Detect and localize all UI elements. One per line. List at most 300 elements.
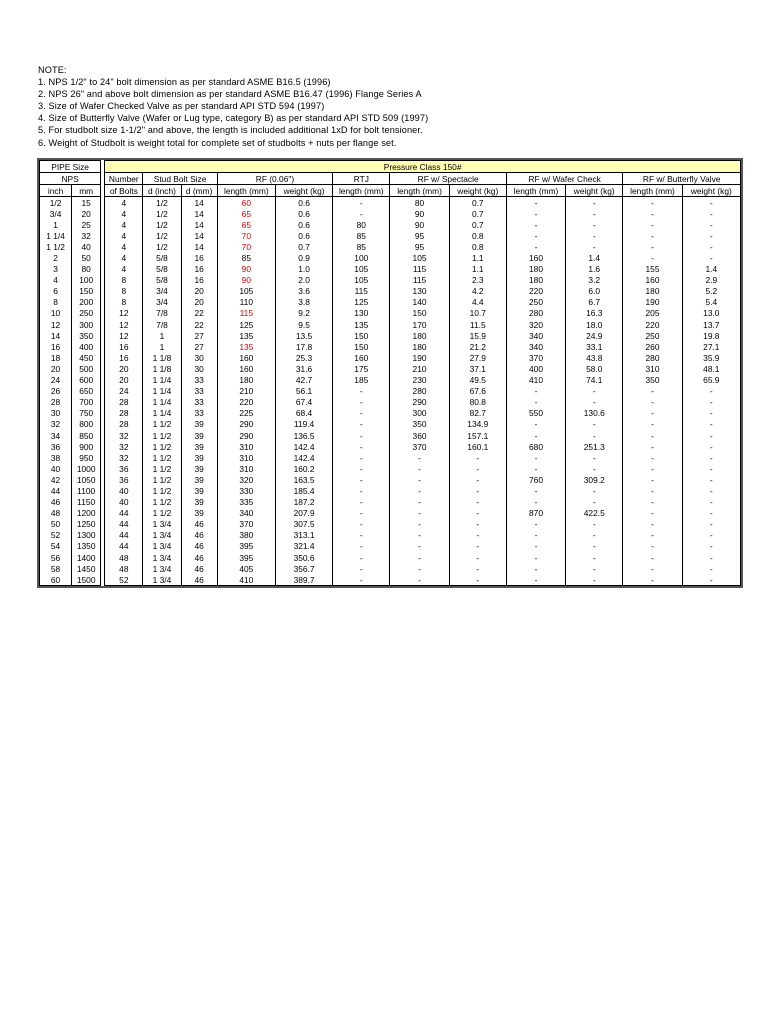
rf-weight-cell: 142.4: [275, 441, 332, 452]
rf-weight-cell: 321.4: [275, 541, 332, 552]
number-of-bolts-cell: 32: [105, 452, 143, 463]
butterfly-weight-cell: 13.0: [682, 308, 740, 319]
wafer-weight-cell: -: [566, 208, 623, 219]
bolt-d-inch-cell: 1 3/4: [143, 530, 181, 541]
nps-inch-cell: 26: [40, 386, 72, 397]
rf-length-cell: 65: [217, 219, 275, 230]
butterfly-weight-cell: 13.7: [682, 319, 740, 330]
butterfly-length-cell: -: [623, 430, 682, 441]
nps-mm-cell: 450: [72, 352, 101, 363]
spectacle-length-cell: 90: [390, 219, 449, 230]
number-of-bolts-cell: 4: [105, 252, 143, 263]
spectacle-length-cell: 80: [390, 197, 449, 209]
butterfly-length-cell: -: [623, 441, 682, 452]
nps-mm-cell: 950: [72, 452, 101, 463]
bolt-d-inch-cell: 1 1/2: [143, 463, 181, 474]
wafer-weight-cell: 309.2: [566, 474, 623, 485]
bolt-d-mm-cell: 14: [181, 197, 217, 209]
nps-mm-cell: 1400: [72, 552, 101, 563]
rf-length-cell: 410: [217, 574, 275, 586]
number-of-bolts-cell: 4: [105, 241, 143, 252]
rtj-length-cell: -: [333, 430, 390, 441]
wafer-weight-cell: -: [566, 197, 623, 209]
table-row: [40, 352, 741, 363]
rtj-length-cell: -: [333, 397, 390, 408]
rtj-length-cell: -: [333, 386, 390, 397]
stud-bolt-table-container: [37, 158, 743, 593]
butterfly-weight-cell: 27.1: [682, 341, 740, 352]
table-row: [40, 552, 741, 563]
rf-weight-cell: 163.5: [275, 474, 332, 485]
spectacle-length-cell: -: [390, 563, 449, 574]
bolt-d-inch-cell: 5/8: [143, 275, 181, 286]
table-row: [40, 430, 741, 441]
spectacle-length-cell: 300: [390, 408, 449, 419]
spectacle-length-cell: -: [390, 463, 449, 474]
note-1: 1. NPS 1/2" to 24" bolt dimension as per standard ASME B16.5 (1996): [38, 77, 331, 88]
spectacle-length-cell: -: [390, 474, 449, 485]
spectacle-length-cell: 95: [390, 241, 449, 252]
number-of-bolts-cell: 20: [105, 375, 143, 386]
bolt-d-inch-cell: 1 1/4: [143, 375, 181, 386]
spectacle-length-cell: 105: [390, 252, 449, 263]
bolt-d-mm-cell: 33: [181, 397, 217, 408]
butterfly-weight-cell: -: [682, 485, 740, 496]
bolt-d-inch-cell: 1 1/2: [143, 508, 181, 519]
rf-length-cell: 370: [217, 519, 275, 530]
butterfly-weight-cell: 2.9: [682, 275, 740, 286]
number-of-bolts-cell: 4: [105, 208, 143, 219]
wafer-length-cell: -: [506, 430, 565, 441]
number-of-bolts-cell: 28: [105, 419, 143, 430]
bolt-d-mm-cell: 33: [181, 386, 217, 397]
number-of-bolts-cell: 32: [105, 430, 143, 441]
nps-inch-cell: 4: [40, 275, 72, 286]
rtj-length-cell: -: [333, 563, 390, 574]
bolt-d-mm-cell: 20: [181, 297, 217, 308]
butterfly-weight-cell: -: [682, 252, 740, 263]
table-row: [40, 541, 741, 552]
bolt-d-inch-cell: 1 1/2: [143, 452, 181, 463]
wafer-weight-cell: 58.0: [566, 363, 623, 374]
rtj-length-cell: 150: [333, 330, 390, 341]
butterfly-length-cell: 160: [623, 275, 682, 286]
rf-length-cell: 290: [217, 419, 275, 430]
nps-mm-cell: 750: [72, 408, 101, 419]
butterfly-weight-cell: 5.4: [682, 297, 740, 308]
spectacle-length-header: length (mm): [390, 185, 449, 197]
number-of-bolts-cell: 36: [105, 474, 143, 485]
rf-spectacle-header: RF w/ Spectacle: [390, 173, 506, 185]
bolt-d-inch-cell: 1/2: [143, 219, 181, 230]
wafer-weight-cell: 33.1: [566, 341, 623, 352]
bolt-d-mm-cell: 39: [181, 508, 217, 519]
table-row: [40, 208, 741, 219]
bolt-d-mm-cell: 30: [181, 352, 217, 363]
wafer-weight-cell: -: [566, 241, 623, 252]
butterfly-weight-cell: -: [682, 508, 740, 519]
bolt-d-inch-cell: 1 1/4: [143, 386, 181, 397]
wafer-length-cell: -: [506, 541, 565, 552]
spectacle-weight-cell: -: [449, 552, 506, 563]
spectacle-weight-cell: -: [449, 463, 506, 474]
butterfly-weight-cell: -: [682, 430, 740, 441]
butterfly-length-cell: -: [623, 485, 682, 496]
wafer-weight-cell: 422.5: [566, 508, 623, 519]
stud-bolt-size-header: Stud Bolt Size: [143, 173, 217, 185]
nps-mm-cell: 250: [72, 308, 101, 319]
rf-length-cell: 395: [217, 541, 275, 552]
spectacle-weight-cell: 1.1: [449, 252, 506, 263]
rf-weight-header: weight (kg): [275, 185, 332, 197]
number-header: Number: [105, 173, 143, 185]
butterfly-length-cell: 220: [623, 319, 682, 330]
wafer-weight-cell: 6.7: [566, 297, 623, 308]
wafer-weight-cell: 1.4: [566, 252, 623, 263]
rf-length-cell: 90: [217, 275, 275, 286]
bolt-d-inch-cell: 1/2: [143, 208, 181, 219]
wafer-weight-cell: 74.1: [566, 375, 623, 386]
bolt-d-mm-cell: 14: [181, 241, 217, 252]
wafer-weight-cell: -: [566, 541, 623, 552]
nps-mm-cell: 1250: [72, 519, 101, 530]
table-row: [40, 419, 741, 430]
rf-length-header: length (mm): [217, 185, 275, 197]
spectacle-weight-cell: 4.4: [449, 297, 506, 308]
butterfly-weight-cell: 65.9: [682, 375, 740, 386]
d-inch-header: d (inch): [143, 185, 181, 197]
bolt-d-mm-cell: 46: [181, 519, 217, 530]
rtj-length-cell: -: [333, 519, 390, 530]
rf-weight-cell: 207.9: [275, 508, 332, 519]
spectacle-length-cell: 140: [390, 297, 449, 308]
bolt-d-mm-cell: 39: [181, 452, 217, 463]
nps-inch-cell: 32: [40, 419, 72, 430]
wafer-length-cell: -: [506, 519, 565, 530]
spectacle-weight-cell: 157.1: [449, 430, 506, 441]
butterfly-length-cell: -: [623, 386, 682, 397]
rf-weight-cell: 2.0: [275, 275, 332, 286]
rf-weight-cell: 0.6: [275, 208, 332, 219]
rf-weight-cell: 13.5: [275, 330, 332, 341]
spectacle-weight-cell: -: [449, 530, 506, 541]
nps-mm-cell: 200: [72, 297, 101, 308]
butterfly-length-cell: -: [623, 508, 682, 519]
nps-mm-cell: 50: [72, 252, 101, 263]
spectacle-weight-cell: 160.1: [449, 441, 506, 452]
rf-length-cell: 90: [217, 264, 275, 275]
nps-inch-cell: 24: [40, 375, 72, 386]
nps-mm-cell: 1050: [72, 474, 101, 485]
rtj-length-cell: 175: [333, 363, 390, 374]
wafer-length-cell: -: [506, 563, 565, 574]
butterfly-length-cell: -: [623, 208, 682, 219]
rf-weight-cell: 0.6: [275, 230, 332, 241]
rf-length-cell: 135: [217, 330, 275, 341]
bolt-d-mm-cell: 14: [181, 230, 217, 241]
nps-mm-cell: 32: [72, 230, 101, 241]
wafer-length-cell: -: [506, 452, 565, 463]
rtj-length-cell: 150: [333, 341, 390, 352]
bolt-d-inch-cell: 7/8: [143, 319, 181, 330]
rtj-length-cell: -: [333, 497, 390, 508]
nps-mm-cell: 400: [72, 341, 101, 352]
spectacle-weight-cell: 0.8: [449, 230, 506, 241]
rf-weight-cell: 9.2: [275, 308, 332, 319]
spectacle-weight-cell: -: [449, 474, 506, 485]
rtj-length-cell: 135: [333, 319, 390, 330]
rtj-length-cell: -: [333, 197, 390, 209]
bolt-d-mm-cell: 14: [181, 219, 217, 230]
rtj-length-cell: -: [333, 474, 390, 485]
rf-length-cell: 310: [217, 452, 275, 463]
spectacle-length-cell: 95: [390, 230, 449, 241]
table-row: [40, 330, 741, 341]
wafer-weight-cell: -: [566, 519, 623, 530]
butterfly-length-cell: -: [623, 252, 682, 263]
spectacle-length-cell: -: [390, 541, 449, 552]
rf-weight-cell: 9.5: [275, 319, 332, 330]
nps-inch-cell: 50: [40, 519, 72, 530]
wafer-weight-cell: -: [566, 530, 623, 541]
rtj-length-cell: -: [333, 541, 390, 552]
nps-mm-cell: 900: [72, 441, 101, 452]
wafer-weight-cell: -: [566, 497, 623, 508]
spectacle-length-cell: -: [390, 497, 449, 508]
wafer-weight-cell: 43.8: [566, 352, 623, 363]
inch-header: inch: [40, 185, 72, 197]
number-of-bolts-cell: 4: [105, 197, 143, 209]
number-of-bolts-cell: 44: [105, 508, 143, 519]
spectacle-weight-header: weight (kg): [449, 185, 506, 197]
bolt-d-inch-cell: 1 1/2: [143, 485, 181, 496]
number-of-bolts-cell: 48: [105, 563, 143, 574]
wafer-weight-cell: -: [566, 430, 623, 441]
number-of-bolts-cell: 28: [105, 397, 143, 408]
wafer-weight-cell: -: [566, 386, 623, 397]
spectacle-length-cell: 170: [390, 319, 449, 330]
butterfly-length-cell: 180: [623, 286, 682, 297]
bolt-d-mm-cell: 39: [181, 474, 217, 485]
bolt-d-inch-cell: 1 1/2: [143, 430, 181, 441]
rtj-length-cell: -: [333, 419, 390, 430]
nps-mm-cell: 500: [72, 363, 101, 374]
butterfly-weight-cell: -: [682, 241, 740, 252]
spectacle-length-cell: 370: [390, 441, 449, 452]
wafer-length-cell: 680: [506, 441, 565, 452]
notes-block: [38, 64, 428, 149]
spectacle-weight-cell: 37.1: [449, 363, 506, 374]
number-of-bolts-cell: 24: [105, 386, 143, 397]
rtj-length-cell: 160: [333, 352, 390, 363]
table-row: [40, 375, 741, 386]
table-row: [40, 408, 741, 419]
number-of-bolts-cell: 8: [105, 297, 143, 308]
butterfly-length-cell: -: [623, 397, 682, 408]
table-row: [40, 397, 741, 408]
table-row: [40, 530, 741, 541]
nps-inch-cell: 60: [40, 574, 72, 586]
number-of-bolts-cell: 36: [105, 463, 143, 474]
nps-inch-cell: 38: [40, 452, 72, 463]
note-5: 5. For studbolt size 1-1/2" and above, the length is included additional 1xD for bolt tensioner.: [38, 125, 423, 136]
wafer-weight-cell: 18.0: [566, 319, 623, 330]
rf-length-cell: 180: [217, 375, 275, 386]
bolt-d-inch-cell: 1 1/2: [143, 441, 181, 452]
rf-weight-cell: 56.1: [275, 386, 332, 397]
butterfly-length-cell: 310: [623, 363, 682, 374]
butterfly-weight-header: weight (kg): [682, 185, 740, 197]
rtj-length-cell: 85: [333, 241, 390, 252]
butterfly-length-cell: 250: [623, 330, 682, 341]
pipe-size-header: PIPE Size: [40, 161, 101, 173]
rtj-length-cell: 85: [333, 230, 390, 241]
nps-mm-cell: 80: [72, 264, 101, 275]
butterfly-length-cell: -: [623, 552, 682, 563]
nps-mm-cell: 40: [72, 241, 101, 252]
spectacle-weight-cell: 11.5: [449, 319, 506, 330]
butterfly-length-cell: -: [623, 563, 682, 574]
rf-length-cell: 380: [217, 530, 275, 541]
table-row: [40, 230, 741, 241]
wafer-length-cell: 320: [506, 319, 565, 330]
rf-weight-cell: 350.6: [275, 552, 332, 563]
butterfly-weight-cell: -: [682, 197, 740, 209]
nps-inch-cell: 1/2: [40, 197, 72, 209]
rf-length-cell: 340: [217, 508, 275, 519]
butterfly-length-cell: 155: [623, 264, 682, 275]
rf-length-cell: 225: [217, 408, 275, 419]
table-row: [40, 297, 741, 308]
rtj-length-cell: 105: [333, 264, 390, 275]
wafer-length-cell: 760: [506, 474, 565, 485]
number-of-bolts-cell: 8: [105, 275, 143, 286]
rf-length-cell: 335: [217, 497, 275, 508]
rf-length-cell: 395: [217, 552, 275, 563]
nps-mm-cell: 1300: [72, 530, 101, 541]
nps-mm-cell: 15: [72, 197, 101, 209]
number-of-bolts-cell: 44: [105, 530, 143, 541]
wafer-length-cell: 400: [506, 363, 565, 374]
rf-length-cell: 290: [217, 430, 275, 441]
rtj-length-cell: -: [333, 574, 390, 586]
spectacle-length-cell: 130: [390, 286, 449, 297]
butterfly-length-cell: -: [623, 230, 682, 241]
bolt-d-mm-cell: 16: [181, 264, 217, 275]
butterfly-length-cell: -: [623, 474, 682, 485]
wafer-weight-cell: 24.9: [566, 330, 623, 341]
butterfly-weight-cell: -: [682, 419, 740, 430]
wafer-length-cell: -: [506, 419, 565, 430]
rf-length-cell: 85: [217, 252, 275, 263]
spectacle-length-cell: -: [390, 574, 449, 586]
wafer-length-cell: 410: [506, 375, 565, 386]
bolt-d-inch-cell: 1: [143, 341, 181, 352]
butterfly-length-cell: 280: [623, 352, 682, 363]
rf-weight-cell: 67.4: [275, 397, 332, 408]
number-of-bolts-cell: 12: [105, 308, 143, 319]
spectacle-weight-cell: 0.8: [449, 241, 506, 252]
table-row: [40, 563, 741, 574]
bolt-d-mm-cell: 33: [181, 375, 217, 386]
bolt-d-inch-cell: 1 1/4: [143, 397, 181, 408]
rf-weight-cell: 136.5: [275, 430, 332, 441]
wafer-weight-cell: -: [566, 419, 623, 430]
rf-length-cell: 220: [217, 397, 275, 408]
rtj-length-cell: -: [333, 530, 390, 541]
butterfly-weight-cell: 48.1: [682, 363, 740, 374]
bolt-d-inch-cell: 1 3/4: [143, 574, 181, 586]
spectacle-length-cell: 90: [390, 208, 449, 219]
spectacle-weight-cell: 67.6: [449, 386, 506, 397]
wafer-weight-cell: -: [566, 485, 623, 496]
wafer-length-cell: 340: [506, 330, 565, 341]
spectacle-length-cell: 290: [390, 397, 449, 408]
nps-inch-cell: 6: [40, 286, 72, 297]
wafer-length-cell: -: [506, 230, 565, 241]
butterfly-length-cell: 260: [623, 341, 682, 352]
butterfly-length-cell: -: [623, 574, 682, 586]
rf-wafer-check-header: RF w/ Wafer Check: [506, 173, 622, 185]
spectacle-length-cell: -: [390, 530, 449, 541]
bolt-d-mm-cell: 39: [181, 430, 217, 441]
rf-length-cell: 70: [217, 230, 275, 241]
nps-inch-cell: 56: [40, 552, 72, 563]
spectacle-length-cell: -: [390, 552, 449, 563]
nps-inch-cell: 28: [40, 397, 72, 408]
of-bolts-header: of Bolts: [105, 185, 143, 197]
rf-length-cell: 105: [217, 286, 275, 297]
rtj-length-cell: 80: [333, 219, 390, 230]
nps-mm-cell: 850: [72, 430, 101, 441]
rf-weight-cell: 119.4: [275, 419, 332, 430]
spectacle-length-cell: -: [390, 452, 449, 463]
table-frame: [37, 158, 743, 588]
butterfly-weight-cell: -: [682, 219, 740, 230]
wafer-length-cell: -: [506, 208, 565, 219]
rf-length-cell: 125: [217, 319, 275, 330]
wafer-length-cell: -: [506, 197, 565, 209]
wafer-length-cell: 180: [506, 264, 565, 275]
wafer-weight-header: weight (kg): [566, 185, 623, 197]
butterfly-weight-cell: -: [682, 474, 740, 485]
rf-weight-cell: 389.7: [275, 574, 332, 586]
nps-inch-cell: 48: [40, 508, 72, 519]
bolt-d-inch-cell: 5/8: [143, 252, 181, 263]
wafer-weight-cell: 16.3: [566, 308, 623, 319]
butterfly-length-cell: 350: [623, 375, 682, 386]
wafer-length-cell: 160: [506, 252, 565, 263]
nps-mm-cell: 150: [72, 286, 101, 297]
spectacle-length-cell: 150: [390, 308, 449, 319]
nps-inch-cell: 20: [40, 363, 72, 374]
table-body: [40, 197, 741, 586]
table-row: [40, 308, 741, 319]
nps-mm-cell: 20: [72, 208, 101, 219]
butterfly-weight-cell: -: [682, 463, 740, 474]
butterfly-weight-cell: -: [682, 230, 740, 241]
bolt-d-inch-cell: 1 3/4: [143, 552, 181, 563]
nps-mm-cell: 25: [72, 219, 101, 230]
wafer-weight-cell: -: [566, 552, 623, 563]
rtj-header: RTJ: [333, 173, 390, 185]
rtj-length-header: length (mm): [333, 185, 390, 197]
rtj-length-cell: -: [333, 508, 390, 519]
butterfly-length-cell: -: [623, 530, 682, 541]
table-row: [40, 519, 741, 530]
butterfly-weight-cell: -: [682, 208, 740, 219]
wafer-length-header: length (mm): [506, 185, 565, 197]
